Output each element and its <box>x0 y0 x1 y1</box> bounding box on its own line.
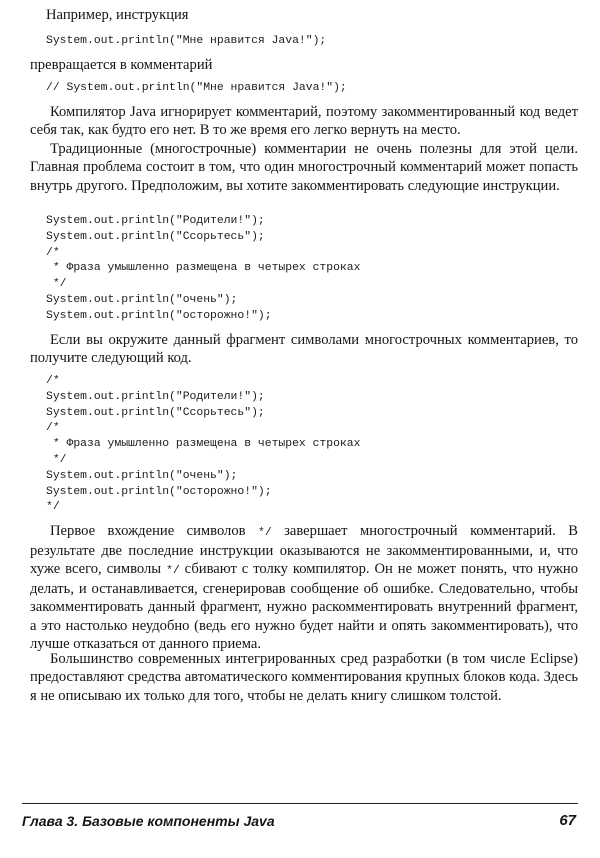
intro-line: Например, инструкция <box>46 7 189 23</box>
code-block-original: System.out.println("Родители!"); System.out.println("Ссорьтесь"); /* * Фраза умышленно размещена в четырех строках */ System.out.println("очень"); System.out.println("осторожно!"); <box>46 215 361 322</box>
paragraph-first-occurrence <box>30 522 578 654</box>
para4-text-1: Первое вхождение символов <box>50 523 258 539</box>
paragraph-multiline-comments: Традиционные (многострочные) комментарии не очень полезны для этой цели. Главная проблема состоит в том, что один многострочный комментарий может попасть внутрь другого. Предположим, вы хотите закомментировать следующие инструкции. <box>30 141 578 194</box>
code-example-println: System.out.println("Мне нравится Java!"); <box>46 35 327 47</box>
code-example-commented: // System.out.println("Мне нравится Java!"); <box>46 82 347 94</box>
inline-code-close-comment-2: */ <box>166 565 180 578</box>
para4-text-2: завершает многострочный комментарий. В результате две последние инструкции оказываются не закомментированными, и, что хуже всего, символы <box>30 523 578 578</box>
paragraph-ide-support: Большинство современных интегрированных сред разработки (в том числе Eclipse) предоставляют средства автоматического комментирования крупных блоков кода. Здесь я не описываю их только для того, чтобы не делать книгу слишком толстой. <box>30 651 578 704</box>
para4-text-3: сбивают с толку компилятор. Он не может понять, что нужно делать, и останавливается, сгенерировав сообщение об ошибке. Следовательно, чтобы закомментировать данный фрагмент, нужно раскомментировать внутренний фрагмент, а это настолько неудобно (ведь его нужно будет найти и опять закомментировать), что лучше отказаться от данного приема. <box>30 561 578 653</box>
inline-code-close-comment: */ <box>257 527 272 539</box>
paragraph-surround-fragment: Если вы окружите данный фрагмент символами многострочных комментариев, то получите следующий код. <box>30 332 578 367</box>
code-block-nested-comments: /* System.out.println("Родители!"); System.out.println("Ссорьтесь"); /* * Фраза умышленно размещена в четырех строках */ System.out.println("очень"); System.out.println("осторожно!"); */ <box>46 375 361 514</box>
footer-chapter-title: Глава 3. Базовые компоненты Java <box>22 813 275 829</box>
footer-rule <box>22 803 578 804</box>
paragraph-compiler-ignores: Компилятор Java игнорирует комментарий, поэтому закомментированный код ведет себя так, как будто его нет. В то же время его легко вернуть на место. <box>30 104 578 139</box>
page-number: 67 <box>559 812 576 829</box>
becomes-comment-line: превращается в комментарий <box>30 57 213 73</box>
